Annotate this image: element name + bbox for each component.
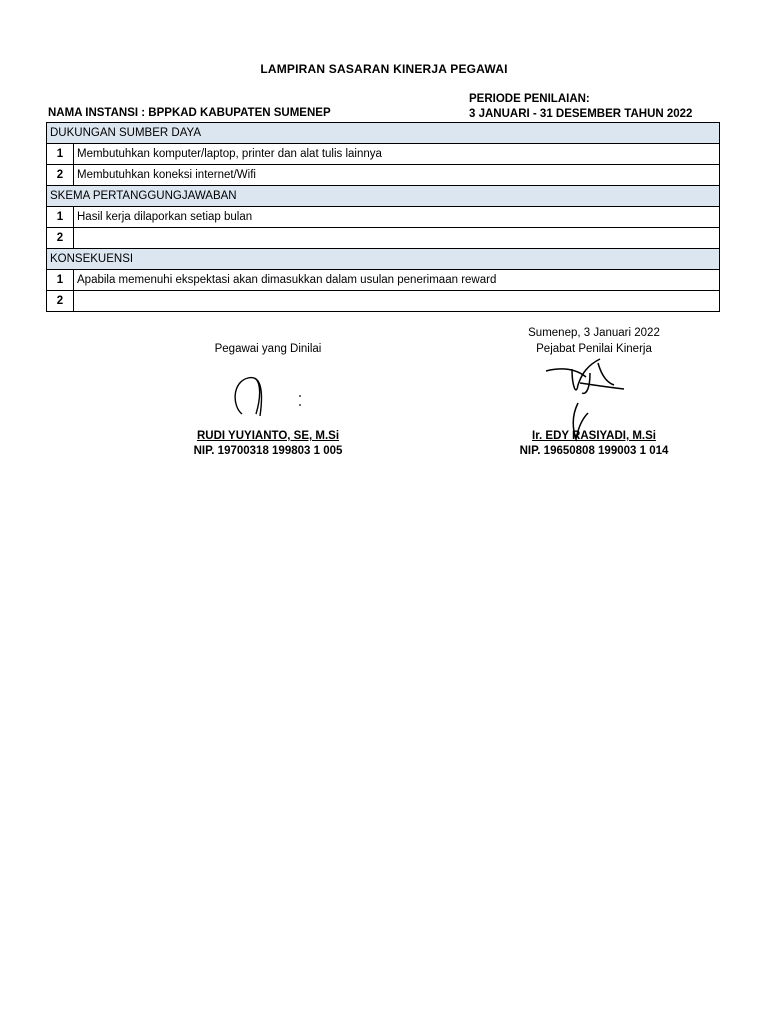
section-title: DUKUNGAN SUMBER DAYA — [47, 123, 720, 144]
row-number: 2 — [47, 165, 74, 186]
employee-nip: NIP. 19700318 199803 1 005 — [193, 445, 343, 457]
assessor-role: Pejabat Penilai Kinerja — [536, 343, 652, 355]
periode-label: PERIODE PENILAIAN: — [469, 93, 590, 105]
row-text: Membutuhkan komputer/laptop, printer dan alat tulis lainnya — [74, 144, 720, 165]
row-text: Apabila memenuhi ekspektasi akan dimasukkan dalam usulan penerimaan reward — [74, 270, 720, 291]
row-number: 1 — [47, 144, 74, 165]
row-text: Membutuhkan koneksi internet/Wifi — [74, 165, 720, 186]
signature-block-employee — [168, 0, 368, 470]
row-number: 1 — [47, 270, 74, 291]
signature-block-assessor — [484, 0, 704, 470]
assessor-name: Ir. EDY RASIYADI, M.Si — [532, 430, 656, 442]
row-text: Hasil kerja dilaporkan setiap bulan — [74, 207, 720, 228]
place-date: Sumenep, 3 Januari 2022 — [528, 327, 660, 339]
assessor-nip: NIP. 19650808 199003 1 014 — [519, 445, 669, 457]
periode-value: 3 JANUARI - 31 DESEMBER TAHUN 2022 — [469, 108, 693, 120]
employee-name: RUDI YUYIANTO, SE, M.Si — [196, 430, 340, 442]
instansi-label: NAMA INSTANSI : BPPKAD KABUPATEN SUMENEP — [48, 107, 331, 119]
employee-signature — [230, 370, 310, 422]
section-title: KONSEKUENSI — [47, 249, 720, 270]
section-title: SKEMA PERTANGGUNGJAWABAN — [47, 186, 720, 207]
row-number: 2 — [47, 228, 74, 249]
row-number: 2 — [47, 291, 74, 312]
document-title: LAMPIRAN SASARAN KINERJA PEGAWAI — [260, 62, 508, 76]
employee-role: Pegawai yang Dinilai — [214, 343, 322, 355]
row-number: 1 — [47, 207, 74, 228]
